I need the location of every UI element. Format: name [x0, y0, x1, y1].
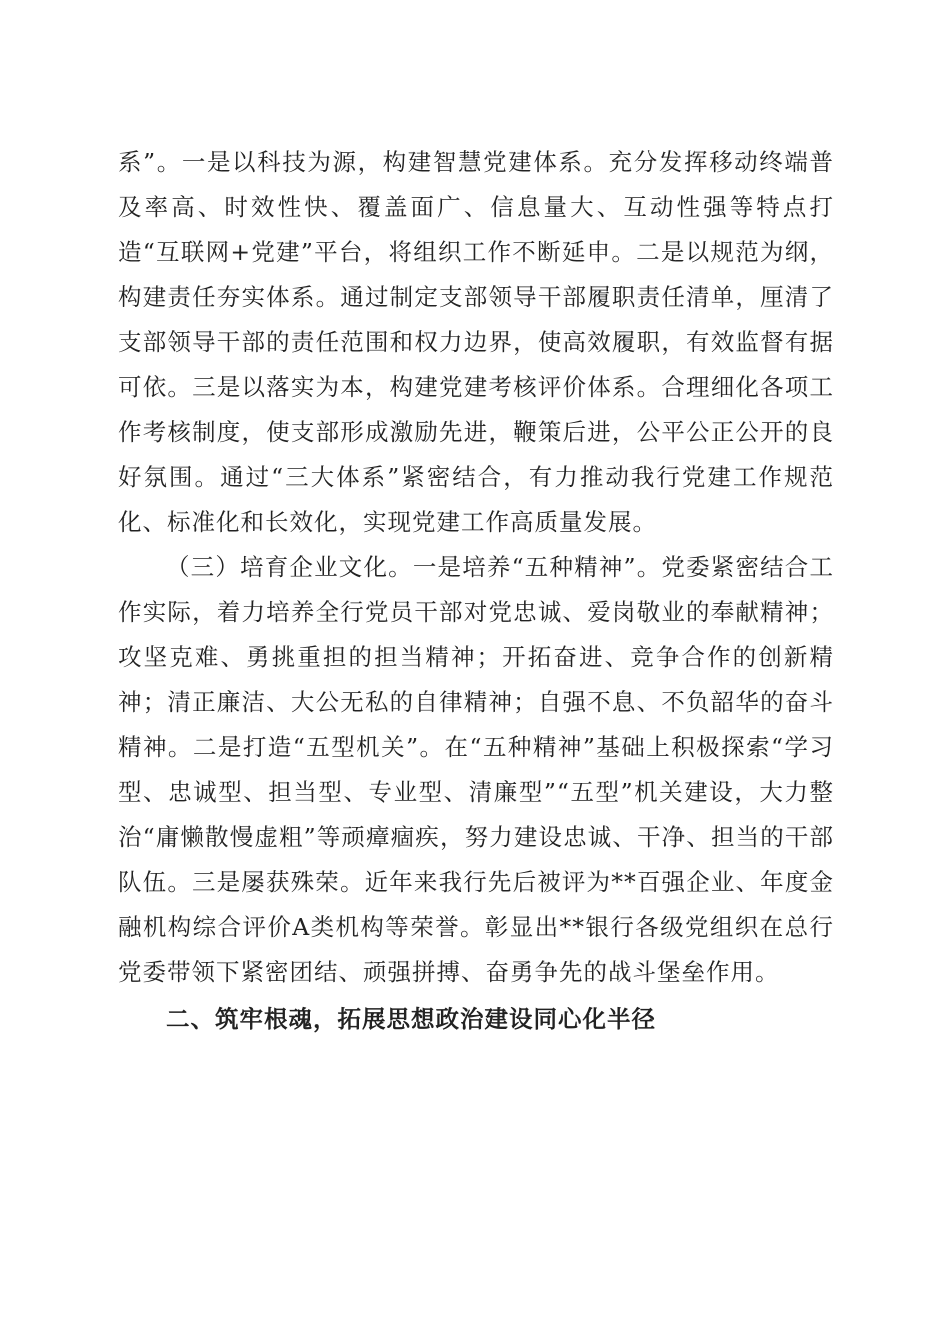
document-body — [118, 140, 834, 1042]
paragraph-system-building: 系”。一是以科技为源，构建智慧党建体系。充分发挥移动终端普及率高、时效性快、覆盖面广、信息量大、互动性强等特点打造“互联网+党建”平台，将组织工作不断延申。二是以规范为纲，构建责任夯实体系。通过制定支部领导干部履职责任清单，厘清了支部领导干部的责任范围和权力边界，使高效履职，有效监督有据可依。三是以落实为本，构建党建考核评价体系。合理细化各项工作考核制度，使支部形成激励先进，鞭策后进，公平公正公开的良好氛围。通过“三大体系”紧密结合，有力推动我行党建工作规范化、标准化和长效化，实现党建工作高质量发展。 — [118, 148, 834, 536]
section-heading: 二、筑牢根魂，拓展思想政治建设同心化半径 — [166, 1005, 656, 1033]
paragraph-corporate-culture: （三）培育企业文化。一是培养“五种精神”。党委紧密结合工作实际，着力培养全行党员干部对党忠诚、爱岗敬业的奉献精神；攻坚克难、勇挑重担的担当精神；开拓奋进、竞争合作的创新精神；清正廉洁、大公无私的自律精神；自强不息、不负韶华的奋斗精神。二是打造“五型机关”。在“五种精神”基础上积极探索“学习型、忠诚型、担当型、专业型、清廉型”“五型”机关建设，大力整治“庸懒散慢虚粗”等顽瘴痼疾，努力建设忠诚、干净、担当的干部队伍。三是屡获殊荣。近年来我行先后被评为**百强企业、年度金融机构综合评价A类机构等荣誉。彰显出**银行各级党组织在总行党委带领下紧密团结、顽强拼搏、奋勇争先的战斗堡垒作用。 — [118, 553, 834, 986]
